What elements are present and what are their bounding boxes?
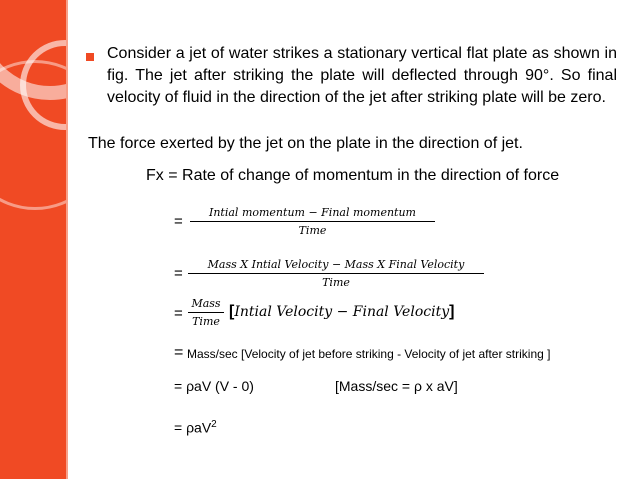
final-force-base: = ρaV	[174, 419, 212, 436]
equals-sign: =	[174, 265, 183, 282]
rho-av-expression: = ρaV (V - 0)	[174, 378, 254, 394]
fraction-denominator: Time	[192, 315, 220, 328]
equals-sign: =	[174, 305, 183, 322]
final-force-exponent: 2	[211, 419, 217, 430]
force-statement: The force exerted by the jet on the plate in the direction of jet.	[88, 135, 523, 152]
bullet-paragraph: Consider a jet of water strikes a stationary vertical flat plate as shown in fig. The jet after striking the plate will deflected through 90°. So final velocity of fluid in the direction of the jet after striking plate will be zero.	[107, 45, 617, 106]
decorative-side-bar	[0, 0, 68, 479]
velocity-bracket-expression	[229, 303, 454, 321]
bullet-square-icon	[86, 53, 94, 61]
final-force-expression	[174, 419, 217, 436]
equals-sign: =	[174, 344, 184, 361]
fraction-mass-time	[188, 297, 224, 328]
fx-definition: Fx = Rate of change of momentum in the direction of force	[146, 167, 560, 184]
fraction-denominator: Time	[322, 276, 350, 289]
velocity-difference: Intial Velocity − Final Velocity	[234, 304, 450, 320]
fraction-mass-velocity	[188, 258, 484, 289]
fraction-numerator: Intial momentum − Final momentum	[190, 206, 435, 222]
bar-edge	[66, 0, 68, 479]
mass-flow-note: [Mass/sec = ρ x aV]	[335, 378, 458, 394]
fraction-numerator: Mass	[188, 297, 224, 313]
equals-sign: =	[174, 213, 183, 230]
fraction-denominator: Time	[298, 224, 327, 237]
close-bracket: ]	[449, 303, 455, 320]
open-bracket: [	[229, 303, 235, 320]
mass-per-sec-expression: Mass/sec [Velocity of jet before striking - Velocity of jet after striking ]	[187, 347, 551, 361]
fraction-momentum	[190, 206, 435, 237]
fraction-numerator: Mass X Intial Velocity − Mass X Final Velocity	[188, 258, 484, 274]
